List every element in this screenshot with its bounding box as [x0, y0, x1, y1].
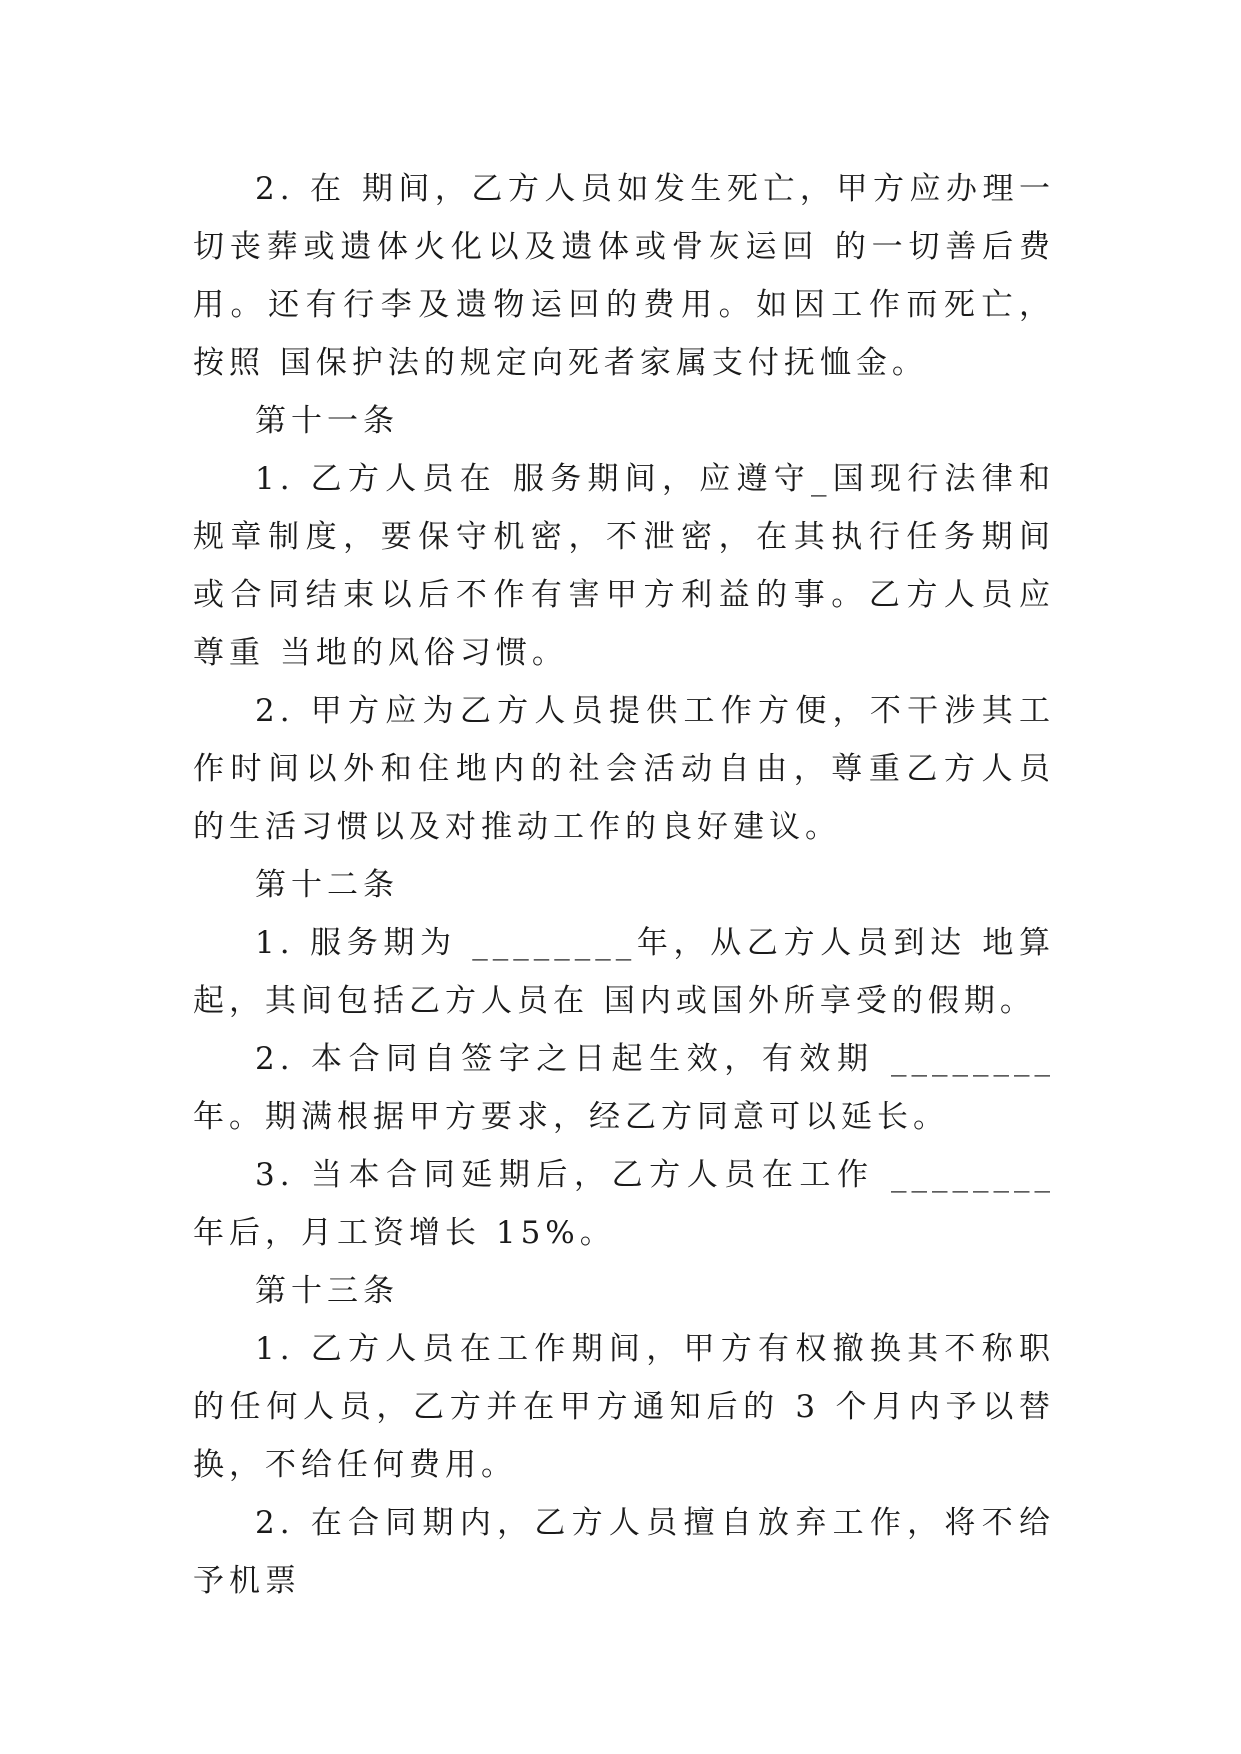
article-11-heading: 第十一条: [255, 403, 399, 439]
paragraph-funeral-expenses: 2. 在 期间，乙方人员如发生死亡，甲方应办理一切丧葬或遗体火化以及遗体或骨灰运回 的一切善后费用。还有行李及遗物运回的费用。如因工作而死亡，按照 国保护法的规定向死者家属支付抚恤金。: [193, 171, 1055, 381]
paragraph-obey-laws: 1. 乙方人员在 服务期间，应遵守_国现行法律和规章制度，要保守机密，不泄密，在其执行任务期间或合同结束以后不作有害甲方利益的事。乙方人员应尊重 当地的风俗习惯。: [193, 461, 1055, 671]
article-12-heading: 第十二条: [255, 867, 399, 903]
document-body: [193, 160, 1055, 1610]
paragraph-service-term: 1. 服务期为 ________年，从乙方人员到达 地算起，其间包括乙方人员在 国内或国外所享受的假期。: [193, 925, 1055, 1019]
article-13-heading: 第十三条: [255, 1273, 399, 1309]
paragraph-contract-validity: 2. 本合同自签字之日起生效，有效期 ________年。期满根据甲方要求，经乙方同意可以延长。: [193, 1041, 1055, 1135]
paragraph-salary-increase: 3. 当本合同延期后，乙方人员在工作 ________年后，月工资增长 15%。: [193, 1157, 1055, 1251]
paragraph-work-convenience: 2. 甲方应为乙方人员提供工作方便，不干涉其工作时间以外和住地内的社会活动自由，尊重乙方人员的生活习惯以及对推动工作的良好建议。: [193, 693, 1055, 845]
paragraph-abandon-work: 2. 在合同期内，乙方人员擅自放弃工作，将不给予机票: [193, 1505, 1055, 1599]
paragraph-replace-staff: 1. 乙方人员在工作期间，甲方有权撤换其不称职的任何人员，乙方并在甲方通知后的 3 个月内予以替换，不给任何费用。: [193, 1331, 1055, 1483]
